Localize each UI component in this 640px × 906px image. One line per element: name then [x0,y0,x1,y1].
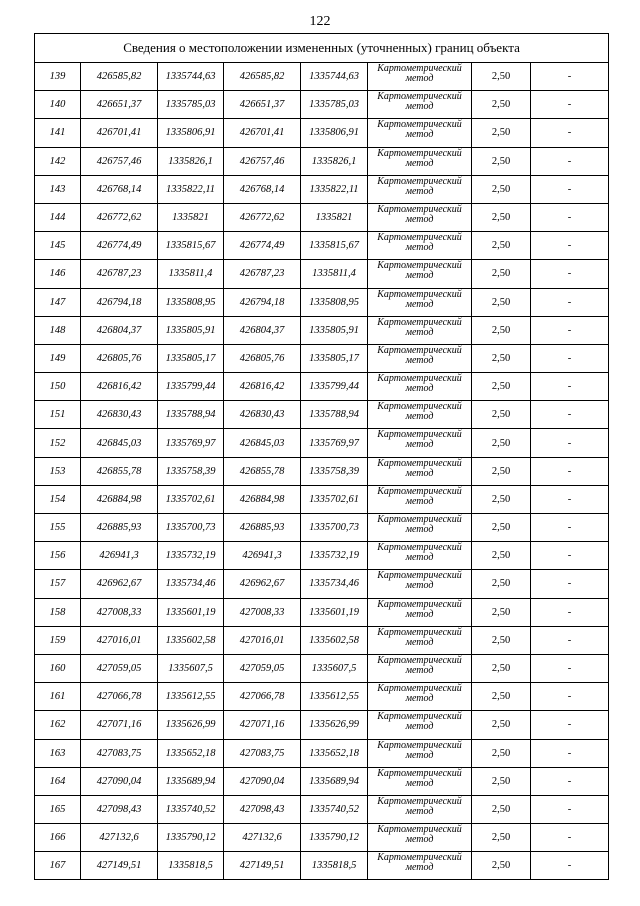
updated-y-cell: 1335702,61 [301,485,368,513]
updated-y-cell: 1335806,91 [301,119,368,147]
table-row [35,457,609,485]
updated-y-cell: 1335805,91 [301,316,368,344]
table-row [35,795,609,823]
method-cell: Картометрический метод [368,767,472,795]
updated-y-cell: 1335700,73 [301,514,368,542]
point-description-cell: - [531,514,609,542]
method-cell: Картометрический метод [368,570,472,598]
method-cell: Картометрический метод [368,232,472,260]
existing-x-cell: 427149,51 [81,852,158,880]
accuracy-cell: 2,50 [472,570,531,598]
updated-x-cell: 426941,3 [224,542,301,570]
point-number-cell: 142 [35,147,81,175]
accuracy-cell: 2,50 [472,683,531,711]
point-description-cell: - [531,401,609,429]
existing-y-cell: 1335811,4 [158,260,224,288]
point-description-cell: - [531,542,609,570]
existing-y-cell: 1335602,58 [158,626,224,654]
accuracy-cell: 2,50 [472,852,531,880]
method-cell: Картометрический метод [368,626,472,654]
table-row [35,288,609,316]
point-description-cell: - [531,852,609,880]
updated-y-cell: 1335652,18 [301,739,368,767]
point-number-cell: 162 [35,711,81,739]
existing-x-cell: 427083,75 [81,739,158,767]
accuracy-cell: 2,50 [472,232,531,260]
method-cell: Картометрический метод [368,739,472,767]
table-row [35,147,609,175]
accuracy-cell: 2,50 [472,63,531,91]
table-row [35,852,609,880]
method-cell: Картометрический метод [368,344,472,372]
point-description-cell: - [531,570,609,598]
method-cell: Картометрический метод [368,203,472,231]
point-number-cell: 144 [35,203,81,231]
point-number-cell: 140 [35,91,81,119]
point-description-cell: - [531,485,609,513]
point-number-cell: 154 [35,485,81,513]
accuracy-cell: 2,50 [472,288,531,316]
updated-x-cell: 426787,23 [224,260,301,288]
point-description-cell: - [531,119,609,147]
existing-y-cell: 1335612,55 [158,683,224,711]
updated-x-cell: 427132,6 [224,824,301,852]
existing-x-cell: 427059,05 [81,654,158,682]
method-cell: Картометрический метод [368,711,472,739]
accuracy-cell: 2,50 [472,147,531,175]
existing-x-cell: 426855,78 [81,457,158,485]
existing-x-cell: 426768,14 [81,175,158,203]
updated-x-cell: 426855,78 [224,457,301,485]
existing-x-cell: 427071,16 [81,711,158,739]
point-description-cell: - [531,767,609,795]
existing-y-cell: 1335785,03 [158,91,224,119]
point-number-cell: 143 [35,175,81,203]
table-row [35,683,609,711]
updated-y-cell: 1335626,99 [301,711,368,739]
existing-y-cell: 1335758,39 [158,457,224,485]
existing-x-cell: 426805,76 [81,344,158,372]
table-row [35,626,609,654]
updated-y-cell: 1335785,03 [301,91,368,119]
updated-x-cell: 427071,16 [224,711,301,739]
existing-y-cell: 1335607,5 [158,654,224,682]
point-description-cell: - [531,626,609,654]
point-number-cell: 157 [35,570,81,598]
point-description-cell: - [531,795,609,823]
existing-x-cell: 426941,3 [81,542,158,570]
boundary-table [34,33,609,880]
accuracy-cell: 2,50 [472,542,531,570]
accuracy-cell: 2,50 [472,373,531,401]
accuracy-cell: 2,50 [472,457,531,485]
updated-x-cell: 426816,42 [224,373,301,401]
updated-y-cell: 1335815,67 [301,232,368,260]
point-number-cell: 167 [35,852,81,880]
updated-x-cell: 427016,01 [224,626,301,654]
table-row [35,598,609,626]
table-row [35,119,609,147]
existing-y-cell: 1335805,17 [158,344,224,372]
point-number-cell: 156 [35,542,81,570]
point-number-cell: 165 [35,795,81,823]
existing-y-cell: 1335826,1 [158,147,224,175]
table-row [35,824,609,852]
updated-x-cell: 426701,41 [224,119,301,147]
point-number-cell: 166 [35,824,81,852]
point-description-cell: - [531,429,609,457]
method-cell: Картометрический метод [368,542,472,570]
updated-y-cell: 1335818,5 [301,852,368,880]
table-row [35,232,609,260]
point-description-cell: - [531,373,609,401]
table-row [35,203,609,231]
existing-x-cell: 426651,37 [81,91,158,119]
existing-x-cell: 426787,23 [81,260,158,288]
existing-y-cell: 1335806,91 [158,119,224,147]
point-description-cell: - [531,63,609,91]
existing-y-cell: 1335769,97 [158,429,224,457]
updated-y-cell: 1335821 [301,203,368,231]
table-row [35,711,609,739]
point-number-cell: 158 [35,598,81,626]
updated-y-cell: 1335732,19 [301,542,368,570]
existing-x-cell: 426772,62 [81,203,158,231]
existing-x-cell: 426701,41 [81,119,158,147]
existing-y-cell: 1335652,18 [158,739,224,767]
updated-x-cell: 426772,62 [224,203,301,231]
point-number-cell: 147 [35,288,81,316]
updated-x-cell: 426845,03 [224,429,301,457]
table-title-row [35,34,609,63]
updated-x-cell: 426585,82 [224,63,301,91]
existing-x-cell: 427132,6 [81,824,158,852]
updated-x-cell: 427066,78 [224,683,301,711]
updated-y-cell: 1335602,58 [301,626,368,654]
updated-y-cell: 1335758,39 [301,457,368,485]
existing-y-cell: 1335744,63 [158,63,224,91]
method-cell: Картометрический метод [368,288,472,316]
existing-y-cell: 1335808,95 [158,288,224,316]
point-description-cell: - [531,91,609,119]
existing-x-cell: 426830,43 [81,401,158,429]
page-number: 122 [309,14,331,29]
point-number-cell: 153 [35,457,81,485]
updated-y-cell: 1335607,5 [301,654,368,682]
table-row [35,63,609,91]
updated-y-cell: 1335612,55 [301,683,368,711]
accuracy-cell: 2,50 [472,795,531,823]
updated-y-cell: 1335788,94 [301,401,368,429]
existing-y-cell: 1335818,5 [158,852,224,880]
updated-x-cell: 426830,43 [224,401,301,429]
existing-x-cell: 427066,78 [81,683,158,711]
point-number-cell: 145 [35,232,81,260]
table-row [35,570,609,598]
point-number-cell: 159 [35,626,81,654]
point-description-cell: - [531,288,609,316]
accuracy-cell: 2,50 [472,175,531,203]
updated-x-cell: 427008,33 [224,598,301,626]
point-description-cell: - [531,203,609,231]
point-number-cell: 163 [35,739,81,767]
updated-x-cell: 426651,37 [224,91,301,119]
accuracy-cell: 2,50 [472,739,531,767]
accuracy-cell: 2,50 [472,654,531,682]
existing-y-cell: 1335689,94 [158,767,224,795]
existing-x-cell: 426884,98 [81,485,158,513]
updated-y-cell: 1335689,94 [301,767,368,795]
accuracy-cell: 2,50 [472,203,531,231]
method-cell: Картометрический метод [368,824,472,852]
accuracy-cell: 2,50 [472,119,531,147]
table-row [35,260,609,288]
point-description-cell: - [531,739,609,767]
updated-y-cell: 1335811,4 [301,260,368,288]
accuracy-cell: 2,50 [472,711,531,739]
method-cell: Картометрический метод [368,401,472,429]
updated-y-cell: 1335826,1 [301,147,368,175]
method-cell: Картометрический метод [368,457,472,485]
updated-x-cell: 426794,18 [224,288,301,316]
accuracy-cell: 2,50 [472,626,531,654]
accuracy-cell: 2,50 [472,316,531,344]
point-number-cell: 164 [35,767,81,795]
updated-y-cell: 1335601,19 [301,598,368,626]
updated-y-cell: 1335808,95 [301,288,368,316]
method-cell: Картометрический метод [368,598,472,626]
updated-y-cell: 1335769,97 [301,429,368,457]
method-cell: Картометрический метод [368,852,472,880]
table-row [35,401,609,429]
method-cell: Картометрический метод [368,175,472,203]
updated-x-cell: 426884,98 [224,485,301,513]
point-number-cell: 155 [35,514,81,542]
method-cell: Картометрический метод [368,373,472,401]
table-row [35,344,609,372]
existing-x-cell: 426585,82 [81,63,158,91]
updated-x-cell: 426962,67 [224,570,301,598]
accuracy-cell: 2,50 [472,91,531,119]
method-cell: Картометрический метод [368,429,472,457]
updated-y-cell: 1335822,11 [301,175,368,203]
existing-y-cell: 1335702,61 [158,485,224,513]
point-number-cell: 150 [35,373,81,401]
existing-x-cell: 426774,49 [81,232,158,260]
method-cell: Картометрический метод [368,260,472,288]
existing-y-cell: 1335732,19 [158,542,224,570]
accuracy-cell: 2,50 [472,401,531,429]
existing-y-cell: 1335601,19 [158,598,224,626]
updated-x-cell: 427083,75 [224,739,301,767]
method-cell: Картометрический метод [368,485,472,513]
method-cell: Картометрический метод [368,654,472,682]
point-description-cell: - [531,232,609,260]
existing-x-cell: 427008,33 [81,598,158,626]
table-row [35,654,609,682]
accuracy-cell: 2,50 [472,598,531,626]
point-description-cell: - [531,344,609,372]
method-cell: Картометрический метод [368,119,472,147]
point-number-cell: 151 [35,401,81,429]
table-row [35,514,609,542]
existing-x-cell: 426845,03 [81,429,158,457]
table-row [35,542,609,570]
table-title: Сведения о местоположении измененных (уточненных) границ объекта [35,34,609,63]
existing-y-cell: 1335790,12 [158,824,224,852]
method-cell: Картометрический метод [368,514,472,542]
point-description-cell: - [531,824,609,852]
existing-x-cell: 426804,37 [81,316,158,344]
point-number-cell: 149 [35,344,81,372]
existing-y-cell: 1335700,73 [158,514,224,542]
method-cell: Картометрический метод [368,91,472,119]
existing-x-cell: 426816,42 [81,373,158,401]
updated-x-cell: 427059,05 [224,654,301,682]
table-row [35,767,609,795]
point-description-cell: - [531,260,609,288]
existing-x-cell: 426794,18 [81,288,158,316]
existing-x-cell: 426962,67 [81,570,158,598]
method-cell: Картометрический метод [368,683,472,711]
accuracy-cell: 2,50 [472,260,531,288]
accuracy-cell: 2,50 [472,824,531,852]
accuracy-cell: 2,50 [472,429,531,457]
table-row [35,316,609,344]
point-description-cell: - [531,683,609,711]
updated-x-cell: 426757,46 [224,147,301,175]
existing-y-cell: 1335626,99 [158,711,224,739]
updated-y-cell: 1335740,52 [301,795,368,823]
updated-y-cell: 1335790,12 [301,824,368,852]
accuracy-cell: 2,50 [472,767,531,795]
updated-x-cell: 426804,37 [224,316,301,344]
point-description-cell: - [531,654,609,682]
updated-y-cell: 1335799,44 [301,373,368,401]
updated-y-cell: 1335744,63 [301,63,368,91]
point-number-cell: 160 [35,654,81,682]
point-description-cell: - [531,598,609,626]
existing-y-cell: 1335805,91 [158,316,224,344]
accuracy-cell: 2,50 [472,485,531,513]
existing-y-cell: 1335788,94 [158,401,224,429]
updated-x-cell: 426774,49 [224,232,301,260]
updated-y-cell: 1335805,17 [301,344,368,372]
point-number-cell: 141 [35,119,81,147]
table-row [35,373,609,401]
table-row [35,739,609,767]
method-cell: Картометрический метод [368,147,472,175]
updated-x-cell: 427090,04 [224,767,301,795]
point-description-cell: - [531,147,609,175]
point-number-cell: 152 [35,429,81,457]
table-row [35,485,609,513]
accuracy-cell: 2,50 [472,344,531,372]
accuracy-cell: 2,50 [472,514,531,542]
table-row [35,91,609,119]
point-number-cell: 161 [35,683,81,711]
method-cell: Картометрический метод [368,316,472,344]
updated-x-cell: 427098,43 [224,795,301,823]
existing-y-cell: 1335822,11 [158,175,224,203]
table-row [35,175,609,203]
point-number-cell: 146 [35,260,81,288]
existing-x-cell: 427016,01 [81,626,158,654]
point-description-cell: - [531,316,609,344]
updated-y-cell: 1335734,46 [301,570,368,598]
method-cell: Картометрический метод [368,795,472,823]
point-description-cell: - [531,711,609,739]
existing-y-cell: 1335740,52 [158,795,224,823]
existing-y-cell: 1335815,67 [158,232,224,260]
existing-x-cell: 427090,04 [81,767,158,795]
updated-x-cell: 426885,93 [224,514,301,542]
point-number-cell: 139 [35,63,81,91]
point-description-cell: - [531,457,609,485]
updated-x-cell: 426768,14 [224,175,301,203]
existing-y-cell: 1335821 [158,203,224,231]
updated-x-cell: 426805,76 [224,344,301,372]
existing-x-cell: 426885,93 [81,514,158,542]
existing-x-cell: 427098,43 [81,795,158,823]
point-description-cell: - [531,175,609,203]
existing-x-cell: 426757,46 [81,147,158,175]
point-number-cell: 148 [35,316,81,344]
existing-y-cell: 1335799,44 [158,373,224,401]
method-cell: Картометрический метод [368,63,472,91]
table-row [35,429,609,457]
existing-y-cell: 1335734,46 [158,570,224,598]
table-body [35,34,609,880]
updated-x-cell: 427149,51 [224,852,301,880]
